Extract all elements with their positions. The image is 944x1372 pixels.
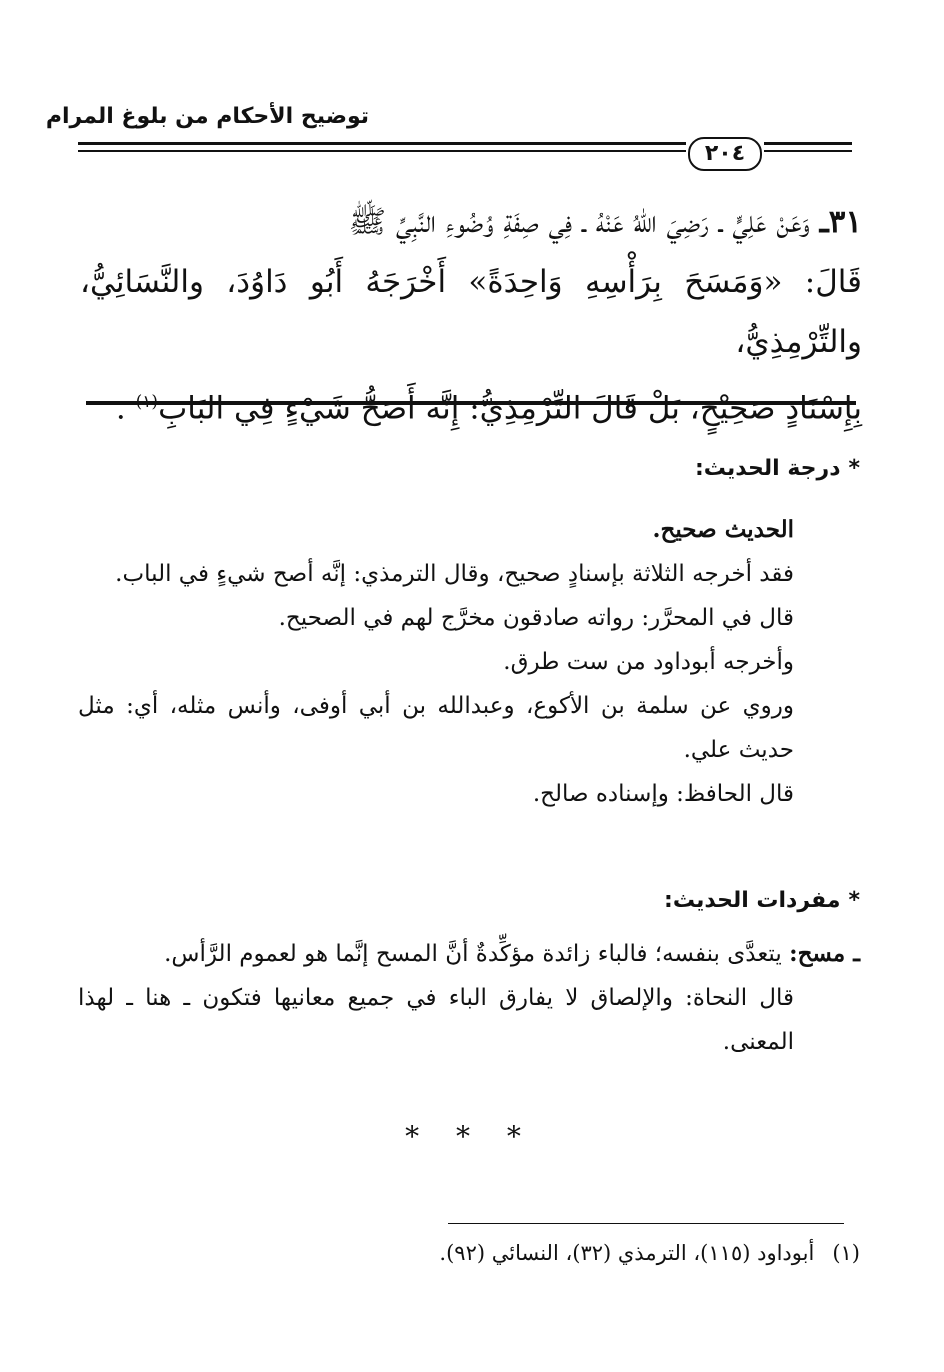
footnote-rule [448, 1223, 844, 1224]
grade-line: فقد أخرجه الثلاثة بإسنادٍ صحيح، وقال الترمذي: إنَّه أصح شيءٍ في الباب. [115, 561, 794, 587]
grade-line: وروي عن سلمة بن الأكوع، وعبدالله بن أبي أوفى، وأنس مثله، أي: مثل حديث علي. [78, 693, 794, 763]
hadith-end: . [115, 390, 126, 427]
header-rule-bottom-right [764, 150, 852, 152]
header-rule-bottom [78, 150, 686, 152]
vocab-body [78, 932, 860, 1064]
grade-heading-text: درجة الحديث: [694, 456, 841, 481]
grade-line: وأخرجه أبوداود من ست طرق. [503, 649, 794, 675]
hadith-line-3 [80, 372, 862, 438]
star-bullet: * [848, 888, 860, 913]
vocab-term: ـ مسح: [789, 940, 860, 967]
star-bullet: * [848, 456, 860, 481]
footnote-marker[interactable]: (١) [135, 392, 159, 412]
page-number: ٢٠٤ [688, 137, 762, 171]
vocab-heading-text: مفردات الحديث: [664, 888, 841, 913]
hadith-line-2: قَالَ: «وَمَسَحَ بِرَأْسِهِ وَاحِدَةً» أَخْرَجَهُ أَبُو دَاوُدَ، والنَّسَائِيُّ، والتِّرْمِذِيُّ، [80, 264, 862, 360]
footnote [439, 1241, 860, 1265]
grade-body [78, 508, 860, 816]
grade-line: قال في المحرَّر: رواته صادقون مخرَّج لهم في الصحيح. [278, 605, 794, 631]
hadith-line-1-text: وَعَنْ عَلِيٍّ ـ رَضِيَ اللهُ عَنْهُ ـ فِي صِفَةِ وُضُوءِ النَّبِيِّ ﷺ [348, 204, 810, 240]
vocab-para: قال النحاة: والإلصاق لا يفارق الباء في جميع معانيها فتكون ـ هنا ـ لهذا المعنى. [78, 985, 794, 1055]
footnote-text: أبوداود (١١٥)، الترمذي (٣٢)، النسائي (٩٢). [439, 1241, 815, 1265]
vocab-term-text: يتعدَّى بنفسه؛ فالباء زائدة مؤكِّدةٌ أنَّ المسح إنَّما هو لعموم الرَّأس. [164, 941, 782, 967]
hadith-number: ٣١ـ [819, 204, 862, 240]
hadith-line-1 [80, 192, 862, 252]
header-rule-top-right [764, 142, 852, 145]
running-title: توضيح الأحكام من بلوغ المرام [45, 104, 369, 129]
footnote-number: (١) [832, 1241, 860, 1265]
header-rule-top [78, 142, 686, 145]
hadith-line-3-text: بِإِسْنَادٍ صَحِيْحٍ، بَلْ قَالَ التِّرْمِذِيُّ: إِنَّه أَصَحُّ شَيْءٍ فِي البَابِ [158, 390, 862, 427]
end-stars: * * * [405, 1120, 535, 1153]
grade-line: الحديث صحيح. [652, 516, 794, 543]
grade-heading [695, 456, 860, 481]
grade-line: قال الحافظ: وإسناده صالح. [532, 781, 794, 807]
vocab-heading [664, 888, 860, 913]
vocab-entry [78, 932, 860, 976]
section-divider [86, 401, 856, 405]
